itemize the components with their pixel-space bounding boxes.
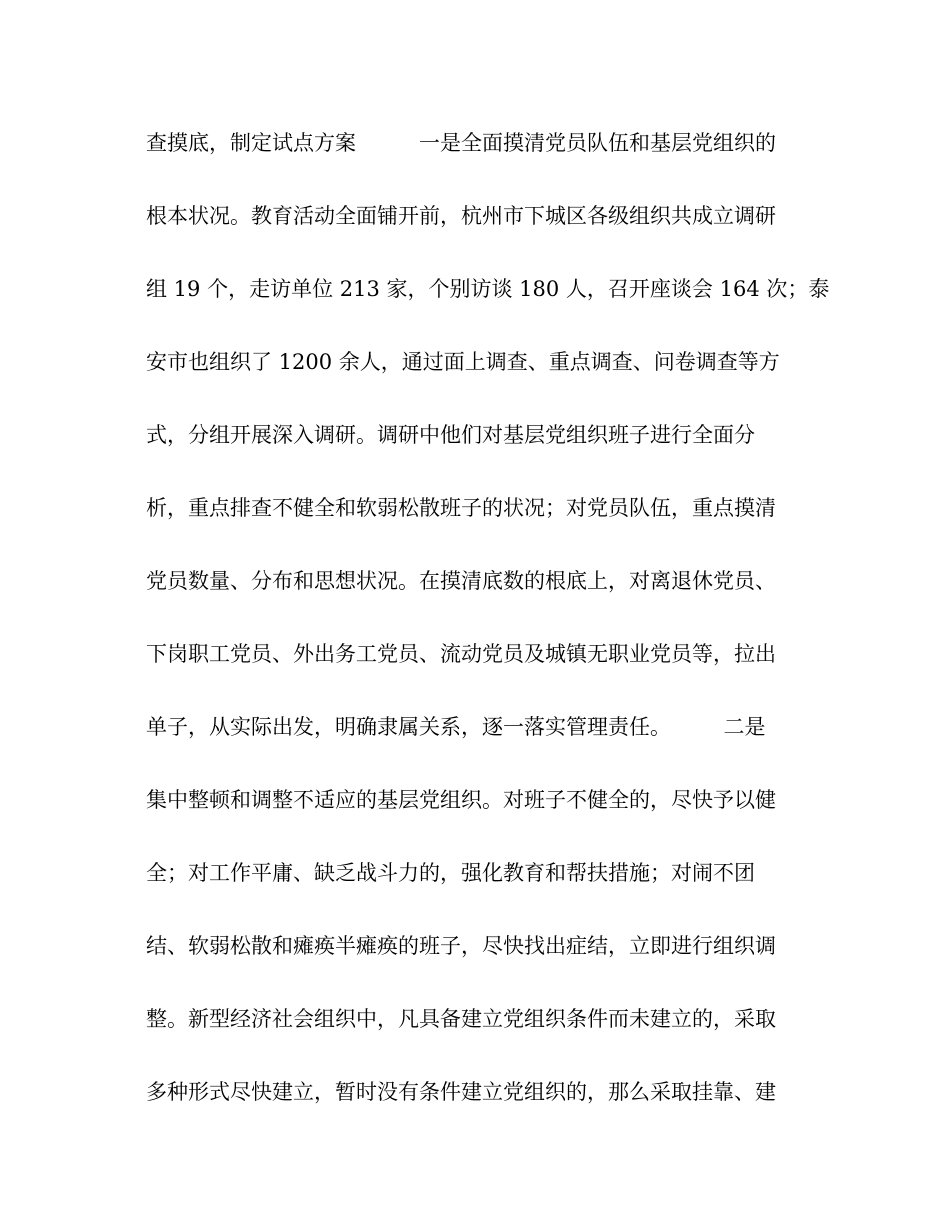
text-line: 根本状况。教育活动全面铺开前，杭州市下城区各级组织共成立调研 [146, 204, 776, 228]
text-line: 结、软弱松散和瘫痪半瘫痪的班子，尽快找出症结，立即进行组织调 [146, 934, 776, 958]
text-line: 析，重点排查不健全和软弱松散班子的状况；对党员队伍，重点摸清 [146, 496, 776, 520]
text-line: 全；对工作平庸、缺乏战斗力的，强化教育和帮扶措施；对闹不团 [146, 861, 755, 885]
text-line: 多种形式尽快建立，暂时没有条件建立党组织的，那么采取挂靠、建 [146, 1080, 776, 1104]
text-line: 查摸底，制定试点方案 一是全面摸清党员队伍和基层党组织的 [146, 131, 776, 155]
text-line: 式，分组开展深入调研。调研中他们对基层党组织班子进行全面分 [146, 423, 755, 447]
text-line: 集中整顿和调整不适应的基层党组织。对班子不健全的，尽快予以健 [146, 788, 776, 812]
text-line: 安市也组织了 1200 余人，通过面上调查、重点调查、问卷调查等方 [146, 350, 780, 374]
text-line: 组 19 个，走访单位 213 家，个别访谈 180 人，召开座谈会 164 次；泰 [146, 277, 830, 301]
body-text [146, 123, 830, 1145]
text-line: 单子，从实际出发，明确隶属关系，逐一落实管理责任。 二是 [146, 715, 766, 739]
text-line: 整。新型经济社会组织中，凡具备建立党组织条件而未建立的，采取 [146, 1007, 776, 1031]
text-line: 党员数量、分布和思想状况。在摸清底数的根底上，对离退休党员、 [146, 569, 776, 593]
text-line: 下岗职工党员、外出务工党员、流动党员及城镇无职业党员等，拉出 [146, 642, 776, 666]
